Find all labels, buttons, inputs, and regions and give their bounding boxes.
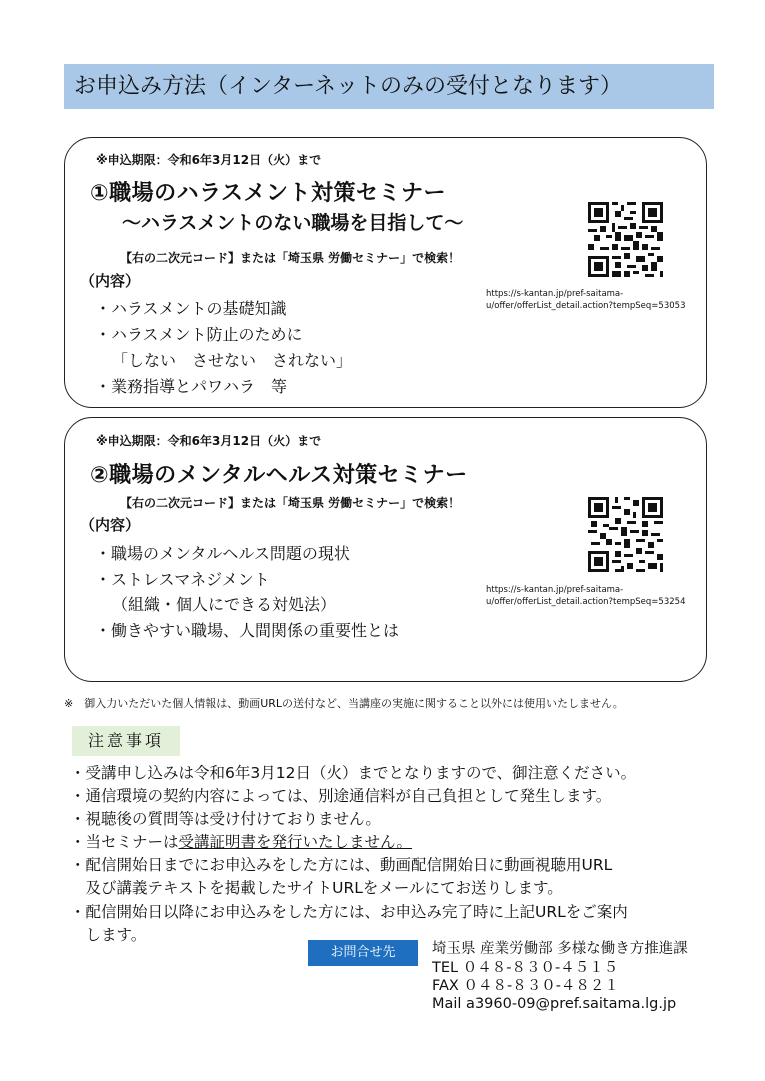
caution-line: ・配信開始日以降にお申込みをした方には、お申込み完了時に上記URLをご案内: [70, 903, 628, 921]
seminar-2-item: ・働きやすい職場、人間関係の重要性とは: [95, 621, 400, 640]
caution-line-prefix: ・当セミナーは: [70, 833, 179, 851]
caution-line-underlined: 受講証明書を発行いたしません。: [178, 833, 412, 851]
caution-line: ・通信環境の契約内容によっては、別途通信料が自己負担として発生します。: [70, 787, 612, 805]
privacy-note: ※ 御入力いただいた個人情報は、動画URLの送付など、当講座の実施に関すること以外には使用いたしません。: [64, 697, 624, 710]
seminar-1-title: ①職場のハラスメント対策セミナー: [90, 181, 446, 206]
caution-heading: 注意事項: [72, 726, 180, 756]
caution-line: ・配信開始日までにお申込みをした方には、動画配信開始日に動画視聴用URL: [70, 856, 613, 874]
seminar-1-item: ・ハラスメント防止のために: [95, 325, 303, 344]
caution-line: ・視聴後の質問等は受け付けておりません。: [70, 810, 381, 828]
seminar-2-item: ・ストレスマネジメント: [95, 570, 270, 589]
qr-code-icon[interactable]: [588, 497, 663, 572]
seminar-1-deadline: ※申込期限：令和6年3月12日（火）まで: [96, 153, 322, 167]
seminar-2-contents-label: （内容）: [80, 516, 141, 534]
caution-line: [70, 831, 412, 853]
seminar-1-item: ・業務指導とパワハラ 等: [95, 377, 288, 396]
seminar-2-url-line-2[interactable]: u/offer/offerList_detail.action?tempSeq=53254: [486, 597, 686, 607]
contact-label-button: お問合せ先: [308, 940, 418, 966]
seminar-1-url-line-1[interactable]: https://s-kantan.jp/pref-saitama-: [486, 289, 624, 299]
seminar-2-url-line-1[interactable]: https://s-kantan.jp/pref-saitama-: [486, 585, 624, 595]
seminar-2-url[interactable]: [486, 584, 685, 608]
seminar-1-item: ・ハラスメントの基礎知識: [95, 299, 287, 318]
seminar-2-item: （組織・個人にできる対処法）: [112, 595, 337, 614]
contact-tel: TEL ０４８-８３０-４５１５: [432, 960, 619, 976]
seminar-1-contents-label: （内容）: [80, 272, 141, 290]
seminar-1-url-line-2[interactable]: u/offer/offerList_detail.action?tempSeq=53053: [486, 301, 686, 311]
seminar-1-url[interactable]: [486, 288, 685, 312]
contact-fax: FAX ０４８-８３０-４８２１: [432, 978, 619, 994]
caution-line: 及び講義テキストを掲載したサイトURLをメールにてお送りします。: [70, 879, 563, 897]
seminar-1-subtitle: ～ハラスメントのない職場を目指して～: [122, 212, 464, 234]
seminar-2-search-hint: 【右の二次元コード】または「埼玉県 労働セミナー」で検索！: [120, 496, 461, 510]
seminar-2-title: ②職場のメンタルヘルス対策セミナー: [90, 463, 468, 488]
contact-org: 埼玉県 産業労働部 多様な働き方推進課: [432, 941, 688, 957]
seminar-1-item: 「しない させない されない」: [112, 351, 353, 370]
caution-line: します。: [70, 926, 147, 944]
qr-code-icon[interactable]: [588, 202, 663, 277]
page-title: お申込み方法（インターネットのみの受付となります）: [64, 64, 714, 109]
caution-line: ・受講申し込みは令和6年3月12日（火）までとなりますので、御注意ください。: [70, 764, 637, 782]
seminar-2-item: ・職場のメンタルヘルス問題の現状: [95, 544, 350, 563]
seminar-1-search-hint: 【右の二次元コード】または「埼玉県 労働セミナー」で検索！: [120, 251, 461, 265]
contact-mail[interactable]: Mail a3960-09@pref.saitama.lg.jp: [432, 996, 677, 1012]
seminar-2-deadline: ※申込期限：令和6年3月12日（火）まで: [96, 434, 322, 448]
